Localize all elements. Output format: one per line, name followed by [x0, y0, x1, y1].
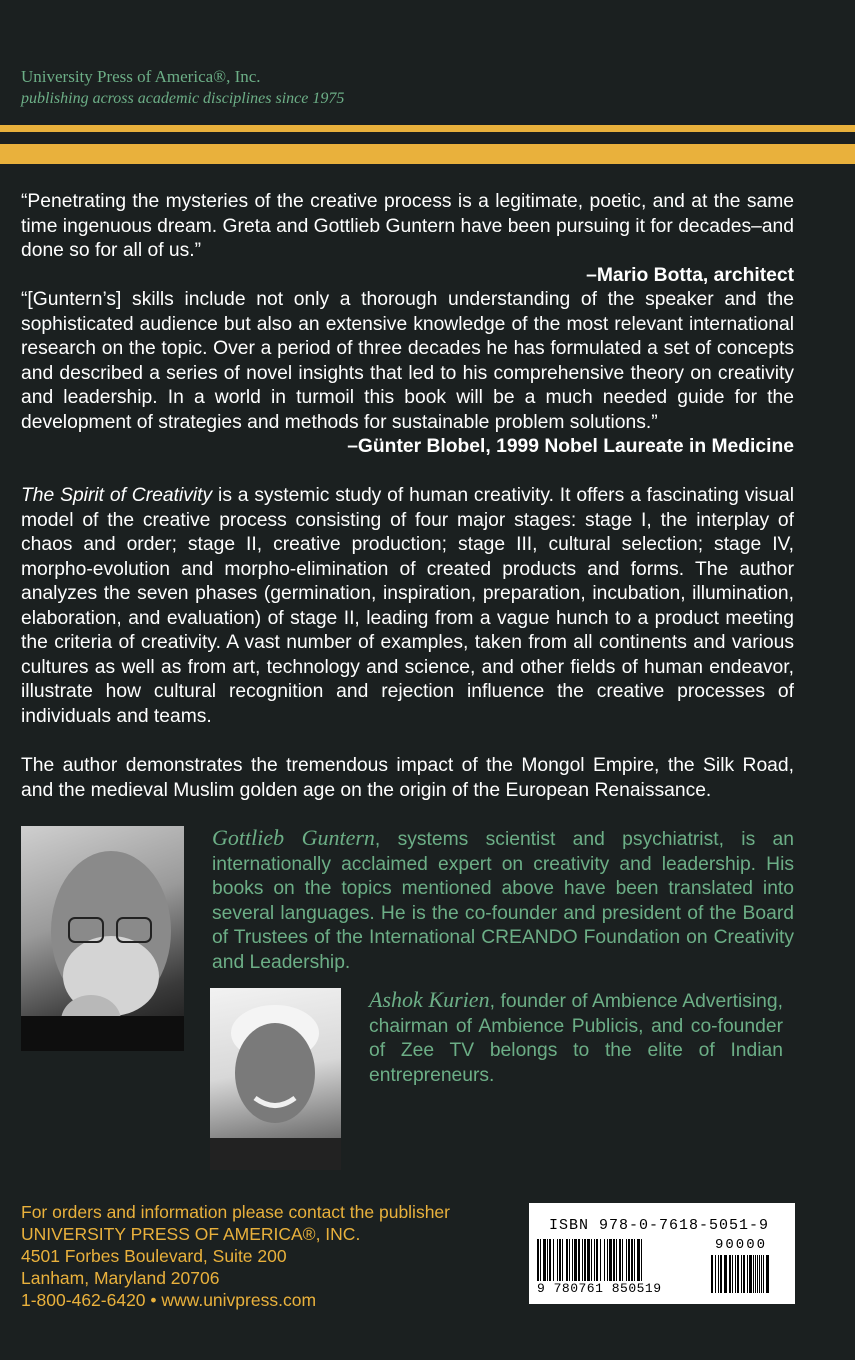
barcode-addon-bar [757, 1255, 758, 1293]
barcode-bar [607, 1239, 608, 1281]
barcode-bar [634, 1239, 635, 1281]
barcode-bar [562, 1239, 563, 1281]
barcode-bar [637, 1239, 640, 1281]
barcode-bar [613, 1239, 615, 1281]
barcode-bar [628, 1239, 630, 1281]
publisher-name: University Press of America®, Inc. [21, 67, 261, 86]
quote-botta-text: “Penetrating the mysteries of the creative process is a legitimate, poetic, and at the same time ingenuous dream. Greta and Gottlieb Guntern have been pursuing it for decades–and done so for all of us.” [21, 191, 794, 261]
orders-phone-web: 1-800-462-6420 • www.univpress.com [21, 1290, 317, 1310]
barcode-bar [557, 1239, 558, 1281]
barcode-bar [596, 1239, 598, 1281]
price-code: 90000 [715, 1237, 768, 1253]
quote-botta [21, 190, 794, 288]
author-portrait-kurien-image [210, 988, 341, 1170]
barcode-bar [582, 1239, 583, 1281]
gold-band-thick [0, 144, 855, 164]
barcode-bar [587, 1239, 590, 1281]
book-title: The Spirit of Creativity [21, 485, 213, 506]
barcode-addon-bar [729, 1255, 731, 1293]
barcode-bar [591, 1239, 592, 1281]
orders-contact-block [21, 1201, 450, 1311]
quote-blobel-text: “[Guntern’s] skills include not only a thorough understanding of the speaker and the sophisticated audience but also an extensive knowledge of the most relevant international research on the topic. Over a period of three decades he has formulated a set of concepts and described a series of novel insights that led to his comprehensive theory on creativity and leadership. In a world in turmoil this book will be a much needed guide for the development of strategies and methods for sustainable problem solutions.” [21, 289, 794, 433]
barcode-bar [619, 1239, 621, 1281]
description-paragraph-1-text: is a systemic study of human creativity. It offers a fascinating visual model of the creative process consisting of four major stages: stage I, the interplay of chaos and order; stage II, creative production; stage III, cultural selection; stage IV, morpho-evolution and morpho-elimination of created products and forms. The author analyzes the seven phases (germination, inspiration, preparation, incubation, illumination, elaboration, and evaluation) of stage II, leading from a vague hunch to a product meeting the criteria of creativity. A vast number of examples, taken from all continents and various cultures as well as from art, technology and science, and other fields of human endeavor, illustrate how cultural recognition and rejection influence the creative processes of individuals and teams. [21, 485, 794, 727]
barcode-addon-bar [761, 1255, 762, 1293]
barcode-bar [641, 1239, 642, 1281]
publisher-block [21, 66, 344, 110]
barcode-addon-bar [763, 1255, 764, 1293]
barcode-bar [584, 1239, 586, 1281]
orders-intro: For orders and information please contact the publisher [21, 1202, 450, 1222]
barcode-bar [547, 1239, 548, 1281]
orders-address-street: 4501 Forbes Boulevard, Suite 200 [21, 1246, 287, 1266]
author-photo-kurien [210, 988, 341, 1170]
author-photo-guntern [21, 826, 184, 1051]
barcode-addon-bar [718, 1255, 719, 1293]
barcode-addon-bar [749, 1255, 752, 1293]
barcode-bar [553, 1239, 554, 1281]
barcode-bar [540, 1239, 541, 1281]
description-paragraph-2: The author demonstrates the tremendous impact of the Mongol Empire, the Silk Road, and the medieval Muslim golden age on the origin of the European Renaissance. [21, 755, 794, 801]
quote-blobel [21, 288, 794, 460]
publisher-tagline: publishing across academic disciplines since 1975 [21, 90, 345, 107]
barcode-bar [631, 1239, 633, 1281]
author-bio-guntern-text: , systems scientist and psychiatrist, is an internationally acclaimed expert on creativity and leadership. His books on the topics mentioned above have been translated into several languages. He is the co-founder and president of the Board of Trustees of the International CREANDO Foundation on Creativity and Leadership. [212, 829, 794, 973]
barcode-bar [566, 1239, 568, 1281]
barcode-bar [626, 1239, 627, 1281]
barcode-bar [574, 1239, 577, 1281]
author-bio-guntern [212, 826, 794, 975]
gold-band-thin [0, 125, 855, 132]
quote-botta-attribution: –Mario Botta, architect [586, 264, 794, 286]
author-name-kurien: Ashok Kurien [369, 987, 490, 1012]
barcode-bar [616, 1239, 617, 1281]
barcode-addon-bar [741, 1255, 742, 1293]
barcode-addon-bar [747, 1255, 748, 1293]
barcode-addon-bar [766, 1255, 769, 1293]
barcode-addon-bar [735, 1255, 736, 1293]
author-name-guntern: Gottlieb Guntern [212, 825, 375, 850]
description-paragraph-1 [21, 484, 794, 729]
barcode-addon-bar [720, 1255, 722, 1293]
barcode-bar [543, 1239, 546, 1281]
barcode-bar [578, 1239, 580, 1281]
barcode-bar [600, 1239, 601, 1281]
isbn-text: ISBN 978-0-7618-5051-9 [549, 1217, 770, 1234]
barcode-addon-bar [732, 1255, 733, 1293]
barcode-bar [537, 1239, 539, 1281]
barcode-bar [549, 1239, 551, 1281]
barcode-addon-bar [724, 1255, 727, 1293]
barcode-digits: 9 780761 850519 [537, 1281, 662, 1296]
barcode-addon-bar [737, 1255, 739, 1293]
barcode-addon-bar [755, 1255, 756, 1293]
barcode-bar [572, 1239, 573, 1281]
barcode-addon-bar [711, 1255, 713, 1293]
author-bio-kurien-text: , founder of Ambience Advertising, chairman of Ambience Publicis, and co-founder of Zee TV belongs to the elite of Indian entrepreneurs. [369, 991, 783, 1086]
orders-publisher: UNIVERSITY PRESS OF AMERICA®, INC. [21, 1224, 361, 1244]
orders-address-city: Lanham, Maryland 20706 [21, 1268, 220, 1288]
barcode-bar [559, 1239, 561, 1281]
isbn-barcode [529, 1203, 795, 1304]
author-bio-kurien [369, 988, 783, 1088]
barcode-bar [569, 1239, 570, 1281]
barcode-bar [604, 1239, 605, 1281]
barcode-bar [594, 1239, 595, 1281]
barcode-bar [622, 1239, 623, 1281]
author-portrait-guntern-image [21, 826, 184, 1051]
barcode-bar [609, 1239, 612, 1281]
barcode-addon-bar [743, 1255, 745, 1293]
barcode-addon-bar [753, 1255, 754, 1293]
barcode-addon-bar [715, 1255, 716, 1293]
quote-blobel-attribution: –Günter Blobel, 1999 Nobel Laureate in Medicine [347, 436, 794, 457]
barcode-addon-bar [759, 1255, 760, 1293]
